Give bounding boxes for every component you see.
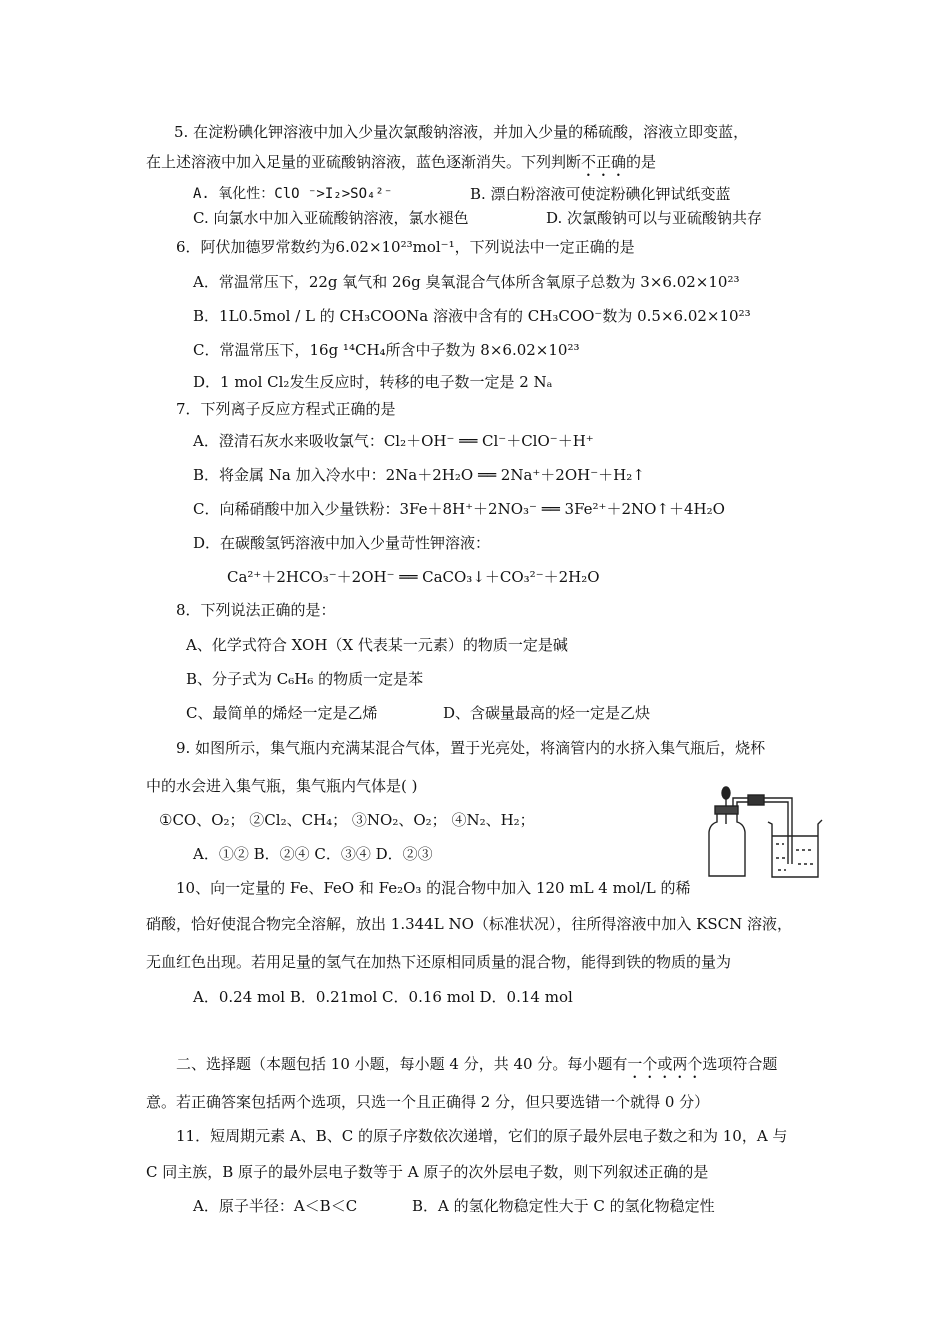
q11-stem-line2: C 同主族，B 原子的最外层电子数等于 A 原子的次外层电子数，则下列叙述正确的是 [146,1163,709,1181]
q8-option-d: D、含碳量最高的烃一定是乙炔 [443,704,651,722]
section2-emphasis-one-or-two: 一个或两个 [627,1055,703,1073]
q11-stem-line1: 11．短周期元素 A、B、C 的原子序数依次递增，它们的原子最外层电子数之和为 10，A 与 [176,1127,788,1145]
q7-option-d-equation: Ca²⁺＋2HCO₃⁻＋2OH⁻ ══ CaCO₃↓＋CO₃²⁻＋2H₂O [227,568,600,586]
q10-stem-line3: 无血红色出现。若用足量的氢气在加热下还原相同质量的混合物，能得到铁的物质的量为 [146,953,732,971]
section2-intro-line1 [176,1054,777,1082]
q7-option-b: B．将金属 Na 加入冷水中：2Na＋2H₂O ══ 2Na⁺＋2OH⁻＋H₂↑ [193,466,645,484]
q10-options: A．0.24 mol B．0.21mol C．0.16 mol D．0.14 mol [193,988,573,1006]
section2-intro-end: 选项符合题 [702,1055,778,1073]
q8-option-c: C、最简单的烯烃一定是乙烯 [186,704,378,722]
q9-options: A．①② B．②④ C．③④ D．②③ [193,845,433,863]
q9-stem-line1: 9. 如图所示，集气瓶内充满某混合气体，置于光亮处，将滴管内的水挤入集气瓶后，烧杯 [176,739,766,757]
q5-stem-line1: 5. 在淀粉碘化钾溶液中加入少量次氯酸钠溶液，并加入少量的稀硫酸，溶液立即变蓝， [174,123,749,141]
q5-stem-line2 [146,152,656,180]
q6-option-d: D．1 mol Cl₂发生反应时，转移的电子数一定是 2 Nₐ [193,373,553,391]
q10-stem-line2: 硝酸，恰好使混合物完全溶解，放出 1.344L NO（标准状况），往所得溶液中加入 KSCN 溶液， [146,915,792,933]
q6-stem: 6．阿伏加德罗常数约为6.02×10²³mol⁻¹，下列说法中一定正确的是 [176,238,635,256]
q7-stem: 7．下列离子反应方程式正确的是 [176,400,396,418]
q7-option-d: D．在碳酸氢钙溶液中加入少量苛性钾溶液： [193,534,491,552]
q8-option-b: B、分子式为 C₆H₆ 的物质一定是苯 [186,670,424,688]
q5-stem-line2-text: 在上述溶液中加入足量的亚硫酸钠溶液，蓝色逐渐消失。下列判断 [146,153,582,171]
q5-stem-line2-end: 的是 [626,153,657,171]
q8-stem: 8．下列说法正确的是： [176,601,336,619]
q9-gas-list: ①CO、O₂； ②Cl₂、CH₄； ③NO₂、O₂； ④N₂、H₂； [159,811,535,829]
q6-option-b: B．1L0.5mol / L 的 CH₃COONa 溶液中含有的 CH₃COO⁻数为 0.5×6.02×10²³ [193,307,751,325]
q11-option-b: B．A 的氢化物稳定性大于 C 的氢化物稳定性 [412,1197,715,1215]
q6-option-a: A．常温常压下，22g 氧气和 26g 臭氧混合气体所含氧原子总数为 3×6.02×10²³ [193,273,740,291]
q6-option-c: C．常温常压下，16g ¹⁴CH₄所含中子数为 8×6.02×10²³ [193,341,580,359]
q5-option-a: A. 氧化性：ClO ⁻>I₂>SO₄²⁻ [193,186,393,202]
q7-option-a: A．澄清石灰水来吸收氯气：Cl₂＋OH⁻ ══ Cl⁻＋ClO⁻＋H⁺ [193,432,594,450]
section2-intro-text: 二、选择题（本题包括 10 小题，每小题 4 分，共 40 分。每小题有 [176,1055,628,1073]
q9-stem-line2: 中的水会进入集气瓶，集气瓶内气体是( ) [146,777,418,795]
q11-option-a: A．原子半径：A＜B＜C [193,1197,358,1215]
q7-option-c: C．向稀硝酸中加入少量铁粉：3Fe＋8H⁺＋2NO₃⁻ ══ 3Fe²⁺＋2NO↑＋4H₂O [193,500,725,518]
section2-intro-line2: 意。若正确答案包括两个选项，只选一个且正确得 2 分，但只要选错一个就得 0 分） [146,1093,710,1111]
gas-bottle-beaker-figure [700,784,825,880]
q5-option-c: C. 向氯水中加入亚硫酸钠溶液，氯水褪色 [193,209,469,227]
q10-stem-line1: 10、向一定量的 Fe、FeO 和 Fe₂O₃ 的混合物中加入 120 mL 4 mol/L 的稀 [176,879,691,897]
q8-option-a: A、化学式符合 XOH（X 代表某一元素）的物质一定是碱 [186,636,568,654]
q5-option-b: B. 漂白粉溶液可使淀粉碘化钾试纸变蓝 [470,185,731,203]
q5-option-d: D. 次氯酸钠可以与亚硫酸钠共存 [546,209,763,227]
q5-emphasis-not-correct: 不正确 [581,153,627,171]
